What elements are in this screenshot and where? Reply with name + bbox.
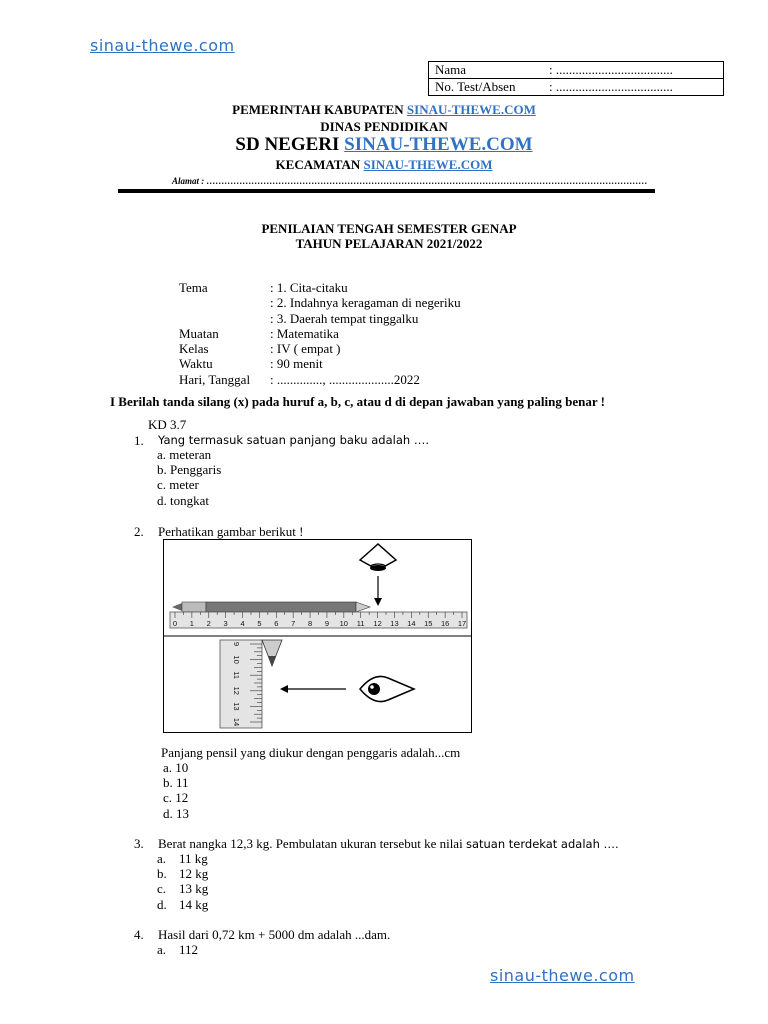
ruler-horizontal xyxy=(170,612,467,628)
pencil-vertical xyxy=(262,640,282,666)
pencil-horizontal xyxy=(172,602,370,612)
info-key: Muatan xyxy=(179,325,219,341)
ruler-tick-label: 15 xyxy=(424,619,433,628)
option-c[interactable]: c. 13 kg xyxy=(157,881,209,897)
header-link[interactable]: SINAU-THEWE.COM xyxy=(406,102,536,117)
question-number: 1. xyxy=(134,433,144,448)
info-key xyxy=(179,295,270,310)
watermark-bottom-link[interactable]: sinau-thewe.com xyxy=(490,966,635,985)
option-b[interactable]: b. Penggaris xyxy=(157,462,222,478)
ruler-tick-label: 17 xyxy=(457,619,467,628)
info-key: Kelas xyxy=(179,341,209,357)
arrow-left-icon xyxy=(280,685,346,693)
question-1-options xyxy=(157,447,221,508)
option-c[interactable]: c. 12 xyxy=(163,790,189,806)
student-id-box xyxy=(428,61,724,96)
info-key xyxy=(179,311,270,326)
info-value: : 2. Indahnya keragaman di negeriku xyxy=(270,295,461,311)
id-row-name xyxy=(429,62,723,78)
ruler-tick-label: 14 xyxy=(232,717,241,727)
ruler-tick-label: 16 xyxy=(440,619,450,628)
question-text: Berat nangka 12,3 kg. Pembulatan ukuran tersebut ke nilai satuan terdekat adalah …. xyxy=(158,836,619,851)
section-instruction: I Berilah tanda silang (x) pada huruf a, b, c, atau d di depan jawaban yang paling benar ! xyxy=(110,394,605,409)
header-department: DINAS PENDIDIKAN xyxy=(320,119,448,134)
info-key: Waktu xyxy=(179,356,213,372)
exam-title: PENILAIAN TENGAH SEMESTER GENAP xyxy=(261,221,517,236)
option-d[interactable]: d. 13 xyxy=(163,805,189,821)
question-text: Hasil dari 0,72 km + 5000 dm adalah ...dam. xyxy=(158,927,391,942)
ruler-tick-label: 13 xyxy=(232,702,241,711)
question-4-options xyxy=(157,942,198,957)
ruler-pencil-figure xyxy=(163,539,472,733)
info-value: : 90 menit xyxy=(270,356,323,372)
option-c[interactable]: c. meter xyxy=(157,477,199,493)
ruler-tick-label: 14 xyxy=(407,619,416,628)
ruler-tick-label: 8 xyxy=(307,619,313,628)
id-row-test xyxy=(429,78,723,95)
address-line: Alamat : ………………………………………………………………………………………………………………………………… xyxy=(172,176,648,186)
info-value: : .............., ....................2022 xyxy=(270,371,420,387)
kd-label: KD 3.7 xyxy=(148,417,187,432)
question-text: Panjang pensil yang diukur dengan penggaris adalah...cm xyxy=(161,745,461,760)
info-value: : Matematika xyxy=(270,325,339,341)
info-value: : IV ( empat ) xyxy=(270,341,341,357)
id-label: No. Test/Absen xyxy=(435,79,516,94)
option-a[interactable]: a. 112 xyxy=(157,942,199,957)
question-3-options xyxy=(157,851,208,912)
id-label: Nama xyxy=(435,62,467,77)
ruler-figure-svg xyxy=(164,540,471,732)
ruler-tick-label: 7 xyxy=(291,619,296,628)
option-b[interactable]: b. 11 xyxy=(163,775,189,791)
ruler-tick-label: 10 xyxy=(232,655,241,664)
header-divider xyxy=(118,189,655,193)
question-2-followup xyxy=(161,745,460,760)
ruler-tick-label: 9 xyxy=(324,619,330,628)
id-value: : .................................... xyxy=(549,79,673,94)
info-value: : 3. Daerah tempat tinggalku xyxy=(270,310,419,326)
ruler-tick-label: 11 xyxy=(232,671,241,680)
ruler-tick-label: 1 xyxy=(189,619,194,628)
ruler-vertical xyxy=(220,640,262,728)
ruler-tick-label: 2 xyxy=(206,619,211,628)
ruler-tick-label: 13 xyxy=(390,619,399,628)
option-d[interactable]: d. 14 kg xyxy=(157,896,209,912)
ruler-tick-label: 3 xyxy=(223,619,228,628)
ruler-tick-label: 6 xyxy=(274,619,279,628)
question-number: 2. xyxy=(134,524,144,539)
ruler-tick-label: 9 xyxy=(232,641,241,647)
ruler-tick-label: 10 xyxy=(339,619,348,628)
question-2-options xyxy=(163,760,189,821)
question-number: 3. xyxy=(134,836,144,851)
district-link[interactable]: SINAU-THEWE.COM xyxy=(363,157,493,172)
info-key: Hari, Tanggal xyxy=(179,371,251,387)
ruler-tick-label: 5 xyxy=(257,619,262,628)
exam-info xyxy=(179,280,461,387)
header-government: PEMERINTAH KABUPATEN SINAU-THEWE.COM xyxy=(232,102,536,117)
ruler-tick-label: 12 xyxy=(232,686,241,695)
option-b[interactable]: b. 12 kg xyxy=(157,866,209,882)
ruler-tick-label: 0 xyxy=(172,619,178,628)
header-district: KECAMATAN SINAU-THEWE.COM xyxy=(275,157,493,172)
question-text: Yang termasuk satuan panjang baku adalah …. xyxy=(158,433,429,447)
exam-year: TAHUN PELAJARAN 2021/2022 xyxy=(295,236,483,251)
option-a[interactable]: a. meteran xyxy=(157,447,212,462)
eye-icon-side xyxy=(360,676,414,701)
question-number: 4. xyxy=(134,927,144,942)
ruler-tick-label: 4 xyxy=(240,619,245,628)
ruler-tick-label: 12 xyxy=(373,619,382,628)
school-name: SD NEGERI SINAU-THEWE.COM xyxy=(235,134,533,155)
watermark-top-link[interactable]: sinau-thewe.com xyxy=(90,36,235,55)
ruler-tick-label: 11 xyxy=(356,619,365,628)
info-value: : 1. Cita-citaku xyxy=(270,280,348,295)
school-link[interactable]: SINAU-THEWE.COM xyxy=(344,134,533,155)
option-a[interactable]: a. 10 xyxy=(163,760,189,775)
question-text: Perhatikan gambar berikut ! xyxy=(158,524,304,539)
info-key: Tema xyxy=(179,280,208,295)
option-d[interactable]: d. tongkat xyxy=(157,492,209,508)
option-a[interactable]: a. 11 kg xyxy=(157,851,208,866)
id-value: : .................................... xyxy=(549,62,673,77)
eye-icon-top xyxy=(360,544,396,606)
